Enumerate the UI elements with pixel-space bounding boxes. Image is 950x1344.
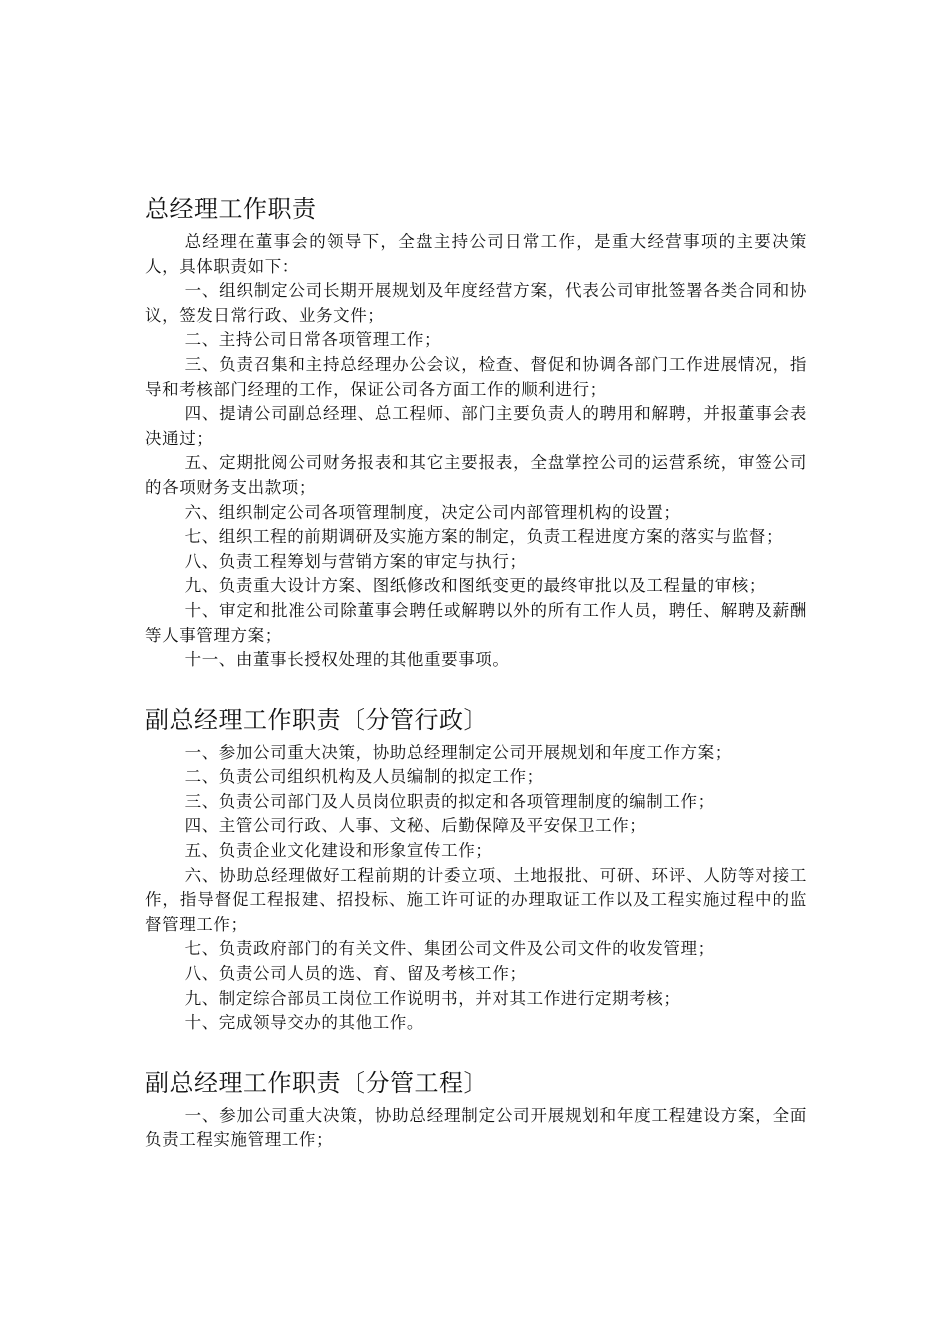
paragraph: 总经理在董事会的领导下，全盘主持公司日常工作，是重大经营事项的主要决策人，具体职责如下： bbox=[145, 232, 807, 276]
section-title: 副总经理工作职责〔分管行政〕 bbox=[145, 705, 488, 734]
paragraph: 二、负责公司组织机构及人员编制的拟定工作； bbox=[184, 767, 544, 787]
document-page bbox=[145, 192, 807, 1183]
paragraph: 九、负责重大设计方案、图纸修改和图纸变更的最终审批以及工程量的审核； bbox=[184, 576, 766, 596]
paragraph: 四、主管公司行政、人事、文秘、后勤保障及平安保卫工作； bbox=[184, 816, 647, 836]
section-general-manager bbox=[145, 192, 807, 673]
paragraph: 六、组织制定公司各项管理制度，决定公司内部管理机构的设置； bbox=[184, 502, 681, 522]
paragraph: 四、提请公司副总经理、总工程师、部门主要负责人的聘用和解聘，并报董事会表决通过； bbox=[145, 404, 807, 448]
paragraph: 六、协助总经理做好工程前期的计委立项、土地报批、可研、环评、人防等对接工作，指导督促工程报建、招投标、施工许可证的办理取证工作以及工程实施过程中的监督管理工作； bbox=[145, 865, 807, 934]
paragraph: 七、负责政府部门的有关文件、集团公司文件及公司文件的收发管理； bbox=[184, 939, 715, 959]
paragraph: 一、组织制定公司长期开展规划及年度经营方案，代表公司审批签署各类合同和协议，签发日常行政、业务文件； bbox=[145, 281, 807, 325]
paragraph: 九、制定综合部员工岗位工作说明书，并对其工作进行定期考核； bbox=[184, 988, 681, 1008]
section-title: 总经理工作职责 bbox=[145, 195, 317, 223]
paragraph: 八、负责公司人员的选、育、留及考核工作； bbox=[184, 964, 527, 984]
section-vice-admin bbox=[145, 703, 807, 1036]
paragraph: 十、审定和批准公司除董事会聘任或解聘以外的所有工作人员，聘任、解聘及薪酬等人事管理方案； bbox=[145, 600, 807, 645]
paragraph: 二、主持公司日常各项管理工作； bbox=[184, 330, 442, 350]
paragraph: 八、负责工程筹划与营销方案的审定与执行； bbox=[184, 551, 527, 571]
section-vice-engineering bbox=[145, 1066, 807, 1153]
paragraph: 三、负责公司部门及人员岗位职责的拟定和各项管理制度的编制工作； bbox=[184, 791, 715, 811]
paragraph: 十、完成领导交办的其他工作。 bbox=[184, 1013, 424, 1033]
paragraph: 三、负责召集和主持总经理办公会议，检查、督促和协调各部门工作进展情况，指导和考核部门经理的工作，保证公司各方面工作的顺利进行； bbox=[145, 354, 807, 399]
paragraph: 一、参加公司重大决策，协助总经理制定公司开展规划和年度工程建设方案，全面负责工程实施管理工作； bbox=[145, 1105, 807, 1150]
paragraph: 一、参加公司重大决策，协助总经理制定公司开展规划和年度工作方案； bbox=[184, 742, 732, 762]
section-title: 副总经理工作职责〔分管工程〕 bbox=[145, 1068, 488, 1097]
paragraph: 七、组织工程的前期调研及实施方案的制定，负责工程进度方案的落实与监督； bbox=[184, 527, 784, 547]
paragraph: 十一、由董事长授权处理的其他重要事项。 bbox=[184, 650, 510, 670]
paragraph: 五、定期批阅公司财务报表和其它主要报表，全盘掌控公司的运营系统，审签公司的各项财务支出款项； bbox=[145, 453, 807, 497]
paragraph: 五、负责企业文化建设和形象宣传工作； bbox=[184, 841, 493, 861]
